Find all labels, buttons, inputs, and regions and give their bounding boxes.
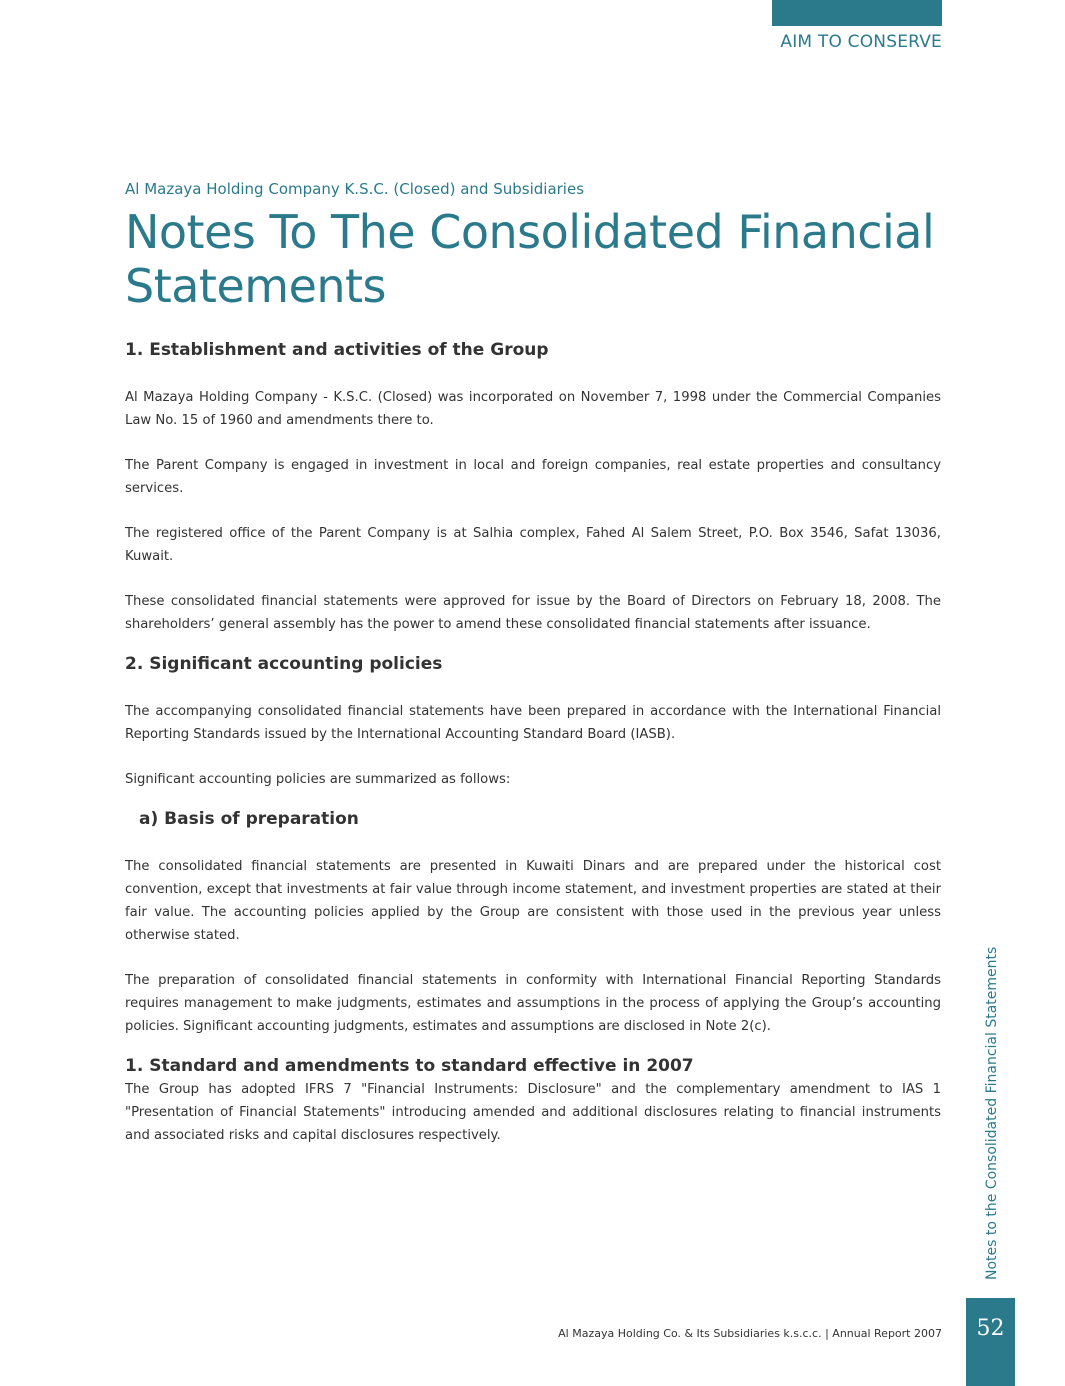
paragraph: The accompanying consolidated financial statements have been prepared in accordance with the International Financial Reporting Standards issued by the International Accounting Standard Board (IASB). xyxy=(125,704,941,742)
company-name: Al Mazaya Holding Company K.S.C. (Closed) and Subsidiaries xyxy=(125,180,585,198)
subsection-a-heading: a) Basis of preparation xyxy=(139,809,359,829)
page-title: Notes To The Consolidated Financial Statements xyxy=(125,205,935,313)
page-number-tab xyxy=(966,1298,1015,1386)
page-number: 52 xyxy=(976,1316,1005,1341)
sidebar-section-label: Notes to the Consolidated Financial Statements xyxy=(984,946,1000,1280)
paragraph: The registered office of the Parent Company is at Salhia complex, Fahed Al Salem Street, P.O. Box 3546, Safat 13036, Kuwait. xyxy=(125,526,941,564)
footer-text: Al Mazaya Holding Co. & Its Subsidiaries k.s.c.c. | Annual Report 2007 xyxy=(558,1327,942,1340)
paragraph: The consolidated financial statements are presented in Kuwaiti Dinars and are prepared under the historical cost convention, except that investments at fair value through income statement, and investment properties are stated at their fair value. The accounting policies applied by the Group are consistent with those used in the previous year unless otherwise stated. xyxy=(125,859,941,943)
paragraph: Significant accounting policies are summarized as follows: xyxy=(125,772,511,787)
section-2-heading: 2. Significant accounting policies xyxy=(125,654,443,674)
header-accent-bar xyxy=(772,0,942,26)
section-1-heading: 1. Establishment and activities of the Group xyxy=(125,340,549,360)
paragraph: The Parent Company is engaged in investment in local and foreign companies, real estate properties and consultancy services. xyxy=(125,458,941,496)
paragraph: These consolidated financial statements were approved for issue by the Board of Directors on February 18, 2008. The shareholders’ general assembly has the power to amend these consolidated financial statements after issuance. xyxy=(125,594,941,632)
tagline: AIM TO CONSERVE xyxy=(780,32,942,52)
subsection-1-heading: 1. Standard and amendments to standard effective in 2007 xyxy=(125,1056,694,1076)
paragraph: The preparation of consolidated financial statements in conformity with International Financial Reporting Standards requires management to make judgments, estimates and assumptions in the process of applying the Group’s accounting policies. Significant accounting judgments, estimates and assumptions are disclosed in Note 2(c). xyxy=(125,973,941,1034)
document-body xyxy=(125,338,941,1147)
paragraph: Al Mazaya Holding Company - K.S.C. (Closed) was incorporated on November 7, 1998 under the Commercial Companies Law No. 15 of 1960 and amendments there to. xyxy=(125,390,941,428)
paragraph: The Group has adopted IFRS 7 "Financial Instruments: Disclosure" and the complementary amendment to IAS 1 "Presentation of Financial Statements" introducing amended and additional disclosures relating to financial instruments and associated risks and capital disclosures respectively. xyxy=(125,1082,941,1143)
